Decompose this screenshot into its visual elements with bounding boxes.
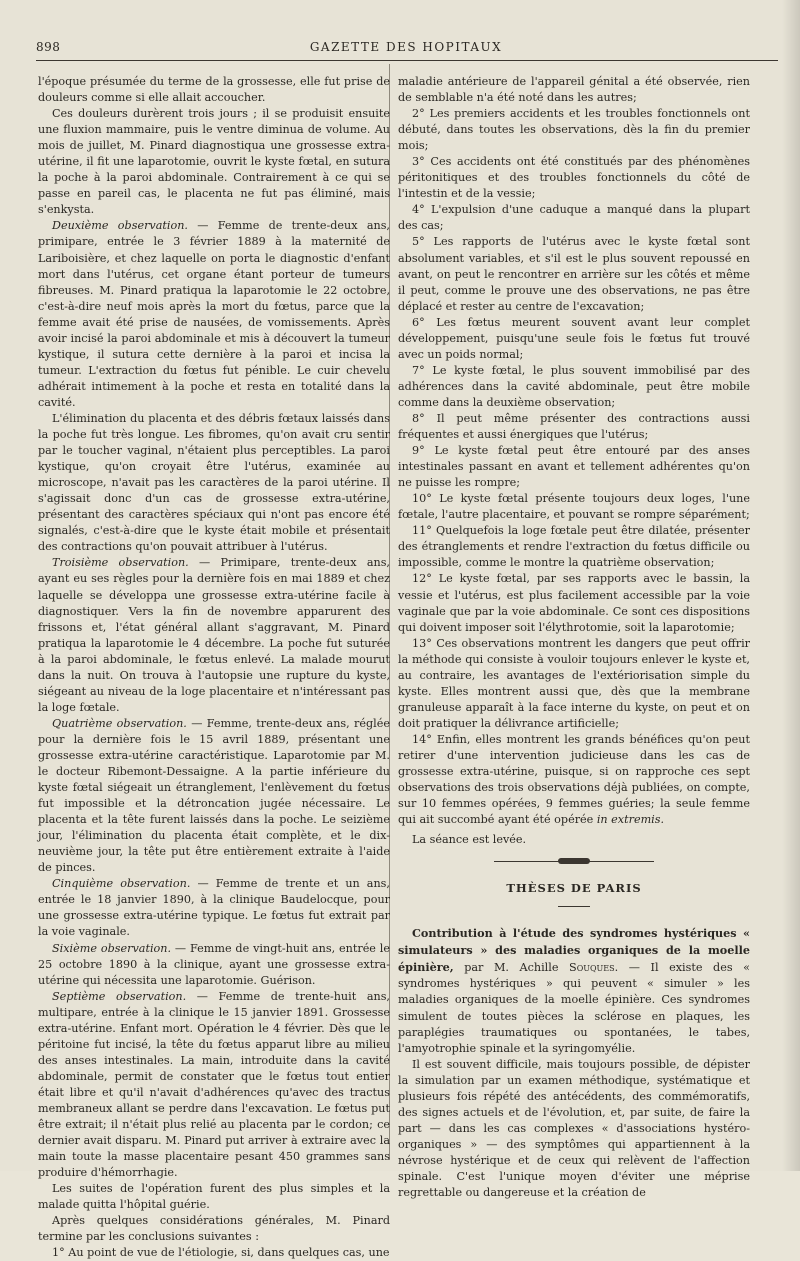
observation-text: — Femme de trente-deux ans, primipare, entrée le 3 février 1889 à la maternité de Lariboisière, et chez laquelle on porta le diagnostic d'enfant mort dans l'utérus, cet organe étant porteur de tumeurs fibreuses. M. Pinard pratiqua la laparotomie le 22 octobre, c'est-à-dire neuf mois après la mort du fœtus, parce que la femme avait été prise de nausées, de vomissements. Après avoir incisé la paroi abdominale et mis à découvert la tumeur kystique, il sutura cette dernière à la paroi et incisa la tumeur. L'extraction du fœtus fut pénible. Le cuir chevelu adhérait intimement à la poche et resta en totalité dans la cavité. bbox=[38, 219, 390, 409]
paragraph: maladie antérieure de l'appareil génital a été observée, rien de semblable n'a été noté dans les autres; bbox=[398, 75, 750, 105]
conclusion-item bbox=[398, 732, 750, 828]
observation-text: — Femme de trente-huit ans, multipare, entrée à la clinique le 15 janvier 1891. Grossesse extra-utérine. Enfant mort. Opération le 4 février. Dès que le péritoine fut incisé, la tête du fœtus apparut libre au milieu des anses intestinales. La main, introduite dans la cavité abdominale, permit de constater que le fœtus tout entier était libre et qu'il n'avait d'adhérences qu'avec des tractus membraneux allant se perdre dans l'excavation. Le fœtus put être extrait; il n'était plus relié au placenta par le cordon; ce dernier avait disparu. M. Pinard put arriver à extraire avec la main toute la masse placentaire pesant 450 grammes sans produire d'hémorrhagie. bbox=[38, 989, 390, 1180]
observation-title: Troisième observation. bbox=[52, 556, 189, 570]
observation-4 bbox=[38, 716, 390, 876]
paragraph: Il est souvent difficile, mais toujours possible, de dépister la simulation par un examen méthodique, systématique et plusieurs fois répété des antécédents, des commémoratifs, des signes actuels et de l'évolution, et, par suite, de faire la part — dans les cas complexes « d'associations hystéro-organiques » — des symptômes qui appartiennent à la névrose hystérique et de ceux qui relèvent de l'affection spinale. C'est l'unique moyen d'éviter une méprise regrettable ou dangereuse et la création de bbox=[398, 1057, 750, 1200]
conclusion-item: 13° Ces observations montrent les dangers que peut offrir la méthode qui consiste à vouloir toujours enlever le kyste et, au contraire, les avantages de l'extériorisation simple du kyste. Elles montrent aussi que, dès que la membrane granuleuse apparaît à la face interne du kyste, on peut et on doit pratiquer la délivrance artificielle; bbox=[398, 636, 750, 730]
observation-title: Sixième observation. bbox=[52, 941, 172, 955]
page-edge-shadow bbox=[782, 0, 800, 1171]
page-number: 898 bbox=[36, 40, 61, 54]
paragraph: Ces douleurs durèrent trois jours ; il se produisit ensuite une fluxion mammaire, puis le ventre diminua de volume. Au mois de juillet, M. Pinard diagnostiqua une grossesse extra-utérine, il fit une laparotomie, ouvrit le kyste fœtal, en sutura la poche à la paroi abdominale. Contrairement à ce qui se passe en pareil cas, le placenta ne fut pas éliminé, mais s'enkysta. bbox=[38, 107, 390, 217]
thesis-author: Souques. bbox=[569, 961, 619, 975]
right-column bbox=[398, 74, 750, 1201]
paragraph: Les suites de l'opération furent des plus simples et la malade quitta l'hôpital guérie. bbox=[38, 1182, 390, 1212]
observation-title: Septième observation. bbox=[52, 989, 187, 1003]
thesis-entry bbox=[398, 925, 750, 1056]
running-title: GAZETTE DES HOPITAUX bbox=[309, 40, 503, 54]
observation-text: — Primipare, trente-deux ans, ayant eu ses règles pour la dernière fois en mai 1889 et chez laquelle se développa une grossesse extra-utérine facile à diagnostiquer. Vers la fin de novembre apparurent des frissons et, l'état général allant s'aggravant, M. Pinard pratiqua la laparotomie le 4 décembre. La poche fut suturée à la paroi abdominale, le fœtus enlevé. La malade mourut dans la nuit. On trouva à l'autopsie une rupture du kyste, siégeant au niveau de la loge placentaire et n'intéressant pas la loge fœtale. bbox=[38, 556, 390, 714]
conclusion-item: 7° Le kyste fœtal, le plus souvent immobilisé par des adhérences dans la cavité abdominale, peut être mobile comme dans la deuxième observation; bbox=[398, 363, 750, 409]
conclusion-item: 9° Le kyste fœtal peut être entouré par des anses intestinales passant en avant et tellement adhérentes qu'on ne puisse les rompre; bbox=[398, 444, 750, 490]
paragraph: 1° Au point de vue de l'étiologie, si, dans quelques cas, une bbox=[52, 1246, 390, 1260]
paragraph: Après quelques considérations générales, M. Pinard termine par les conclusions suivantes : bbox=[38, 1214, 390, 1244]
closing-line: La séance est levée. bbox=[412, 833, 527, 847]
conclusion-item: 3° Ces accidents ont été constitués par des phénomènes péritonitiques et des troubles fonctionnels du côté de l'intestin et de la vessie; bbox=[398, 155, 750, 201]
page-header bbox=[36, 34, 776, 56]
conclusion-item: 4° L'expulsion d'une caduque a manqué dans la plupart des cas; bbox=[398, 203, 750, 233]
observation-title: Deuxième observation. bbox=[52, 219, 188, 233]
paragraph: L'élimination du placenta et des débris fœtaux laissés dans la poche fut très longue. Les fibromes, qu'on avait cru sentir par le toucher vaginal, n'étaient plus perceptibles. La paroi kystique, qu'on croyait être l'utérus, examinée au microscope, n'avait pas les caractères de la paroi utérine. Il s'agissait donc d'un cas de grossesse extra-utérine, présentant des caractères spéciaux qui n'ont pas encore été signalés, c'est-à-dire que le kyste était mobile et présentait des contractions qu'on pouvait attribuer à l'utérus. bbox=[38, 411, 390, 554]
conclusion-item: 2° Les premiers accidents et les troubles fonctionnels ont débuté, dans toutes les observations, dès la fin du premier mois; bbox=[398, 107, 750, 153]
conclusion-item: 8° Il peut même présenter des contractions aussi fréquentes et aussi énergiques que l'utérus; bbox=[398, 411, 750, 442]
section-rule bbox=[558, 906, 590, 907]
conclusion-item: 5° Les rapports de l'utérus avec le kyste fœtal sont absolument variables, et s'il est le plus souvent repoussé en avant, on peut le rencontrer en arrière sur les côtés et même il peut, comme le prouve une des observations, ne pas être déplacé et rester au centre de l'excavation; bbox=[398, 235, 750, 313]
observation-text: — Femme de vingt-huit ans, entrée le 25 octobre 1890 à la clinique, ayant une grossesse extra-utérine qui nécessita une laparotomie. Guérison. bbox=[38, 941, 390, 987]
thesis-author-prefix: par M. Achille bbox=[453, 961, 570, 975]
left-column bbox=[38, 74, 390, 1261]
observation-text: — Femme, trente-deux ans, réglée pour la dernière fois le 15 avril 1889, présentant une grossesse extra-utérine caractéristique. Laparotomie par M. le docteur Ribemont-Dessaigne. A la partie inférieure du kyste fœtal siégeait un étranglement, l'enlèvement du fœtus fut impossible et la détroncation jugée nécessaire. Le placenta et la tête furent laissés dans la poche. Le seizième jour, l'élimination du placenta était complète, et le dix-neuvième jour, la tête put être entièrement extraite à l'aide de pinces. bbox=[38, 716, 391, 875]
observation-3 bbox=[38, 555, 390, 715]
thesis-text: — Il existe des « syndromes hystériques » qui peuvent « simuler » les maladies organiques de la moelle épinière. Ces syndromes simulent de toutes pièces la sclérose en plaques, les paraplégies traumatiques ou spontanées, le tabes, l'amyotrophie spinale et la syringomyélie. bbox=[398, 961, 751, 1055]
conclusion-item: 11° Quelquefois la loge fœtale peut être dilatée, présenter des étranglements et rendre l'extraction du fœtus difficile ou impossible, comme le montre la quatrième observation; bbox=[398, 524, 750, 570]
conclusion-item: 6° Les fœtus meurent souvent avant leur complet développement, puisqu'une seule fois le fœtus fut trouvé avec un poids normal; bbox=[398, 315, 750, 361]
thesis-title: Contribution à l'étude des syndromes hystériques « simulateurs » des maladies organiques de la moelle épinière, bbox=[398, 926, 750, 975]
paragraph: l'époque présumée du terme de la grossesse, elle fut prise de douleurs comme si elle allait accoucher. bbox=[38, 75, 390, 105]
separator-ornament bbox=[558, 858, 590, 864]
section-title: THÈSES DE PARIS bbox=[506, 881, 642, 896]
ornamental-separator bbox=[398, 848, 750, 876]
header-rule bbox=[36, 60, 778, 61]
observation-5 bbox=[38, 876, 390, 940]
observation-6 bbox=[38, 941, 390, 989]
conclusion-item: 12° Le kyste fœtal, par ses rapports avec le bassin, la vessie et l'utérus, est plus facilement accessible par la voie vaginale que par la voie abdominale. Ce sont ces dispositions qui doivent imposer soit l'élythrotomie, soit la laparotomie; bbox=[398, 572, 750, 634]
observation-2 bbox=[38, 218, 390, 411]
observation-7 bbox=[38, 989, 390, 1182]
latin-phrase: in extremis. bbox=[596, 813, 665, 827]
observation-title: Quatrième observation. bbox=[52, 716, 187, 730]
observation-text: — Femme de trente et un ans, entrée le 18 janvier 1890, à la clinique Baudelocque, pour une grossesse extra-utérine typique. Le fœtus fut extrait par la voie vaginale. bbox=[38, 877, 390, 939]
conclusion-item: 10° Le kyste fœtal présente toujours deux loges, l'une fœtale, l'autre placentaire, et pouvant se rompre séparément; bbox=[398, 492, 750, 522]
observation-title: Cinquième observation. bbox=[52, 877, 191, 891]
conclusion-text: 14° Enfin, elles montrent les grands bénéfices qu'on peut retirer d'une intervention judicieuse dans les cas de grossesse extra-utérine, puisque, si on rapproche ces sept observations des trois observations déjà publiées, on compte, sur 10 femmes opérées, 9 femmes guéries; la seule femme qui ait succombé ayant été opérée bbox=[398, 732, 750, 827]
